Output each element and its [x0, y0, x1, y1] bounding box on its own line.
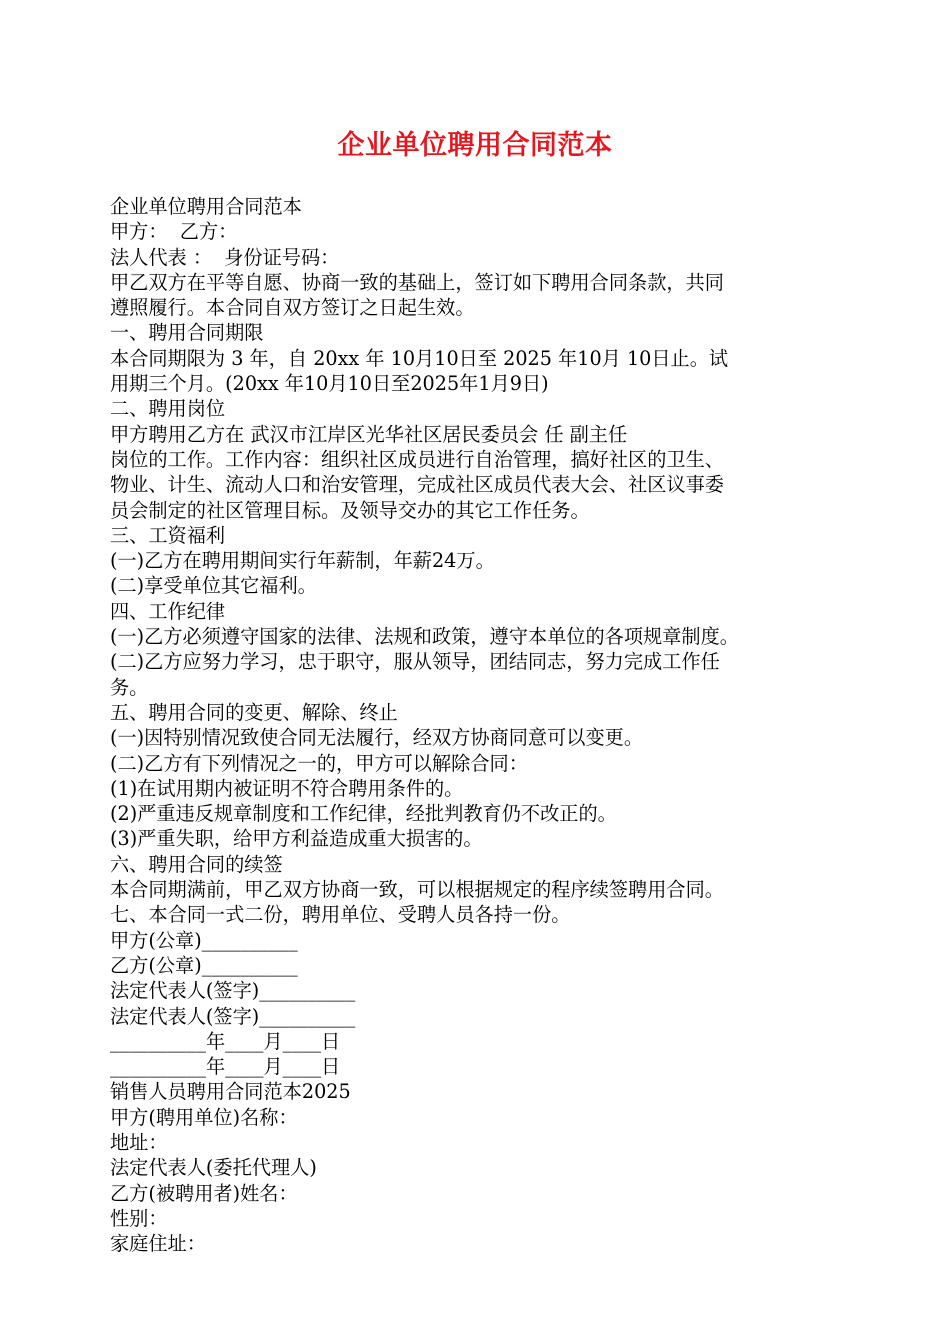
text-line: 法定代表人(签字)__________: [110, 1004, 356, 1028]
text-line: 乙方(公章)__________: [110, 953, 298, 977]
text-line: (一)乙方在聘用期间实行年薪制，年薪24万。: [110, 549, 495, 573]
text-line: (3)严重失职，给甲方利益造成重大损害的。: [110, 827, 483, 851]
text-line: 二、聘用岗位: [110, 397, 226, 421]
text-line: (1)在试用期内被证明不符合聘用条件的。: [110, 776, 464, 800]
text-line: 六、聘用合同的续签: [110, 852, 283, 876]
text-line: 甲乙双方在平等自愿、协商一致的基础上，签订如下聘用合同条款，共同: [110, 270, 724, 294]
document-title: 企业单位聘用合同范本: [337, 130, 613, 161]
text-line: 性别：: [110, 1206, 168, 1230]
text-line: 企业单位聘用合同范本: [110, 195, 302, 218]
text-line: 销售人员聘用合同范本2025: [110, 1080, 351, 1104]
text-line: 岗位的工作。工作内容：组织社区成员进行自治管理，搞好社区的卫生、: [110, 447, 724, 471]
text-line: 甲方： 乙方：: [110, 220, 238, 244]
text-line: 四、工作纪律: [110, 599, 226, 623]
text-line: 七、本合同一式二份，聘用单位、受聘人员各持一份。: [110, 903, 571, 927]
text-line: 甲方(聘用单位)名称：: [110, 1105, 298, 1129]
text-line: 法定代表人(委托代理人): [110, 1156, 317, 1180]
text-line: 本合同期满前，甲乙双方协商一致，可以根据规定的程序续签聘用合同。: [110, 878, 724, 902]
text-line: 一、聘用合同期限: [110, 321, 264, 345]
text-line: 甲方聘用乙方在 武汉市江岸区光华社区居民委员会 任 副主任: [110, 422, 628, 446]
text-line: 法人代表 ： 身份证号码：: [110, 245, 340, 269]
text-line: 地址：: [110, 1130, 168, 1154]
text-line: 物业、计生、流动人口和治安管理，完成社区成员代表大会、社区议事委: [110, 473, 724, 497]
text-line: (二)乙方有下列情况之一的，甲方可以解除合同：: [110, 751, 528, 775]
text-line: (二)乙方应努力学习，忠于职守，服从领导，团结同志，努力完成工作任: [110, 650, 720, 674]
text-line: __________年____月____日: [110, 1055, 341, 1079]
text-line: 乙方(被聘用者)姓名：: [110, 1181, 298, 1205]
text-line: (一)乙方必须遵守国家的法律、法规和政策，遵守本单位的各项规章制度。: [110, 625, 739, 649]
text-line: 用期三个月。(20xx 年10月10日至2025年1月9日): [110, 372, 549, 396]
text-line: __________年____月____日: [110, 1029, 341, 1053]
text-line: 员会制定的社区管理目标。及领导交办的其它工作任务。: [110, 498, 590, 522]
text-line: 三、工资福利: [110, 523, 226, 547]
text-line: (二)享受单位其它福利。: [110, 574, 317, 598]
text-line: 本合同期限为 3 年，自 20xx 年 10月10日至 2025 年10月 10日止。试: [110, 346, 729, 370]
text-line: (一)因特别情况致使合同无法履行，经双方协商同意可以变更。: [110, 726, 644, 750]
text-line: 甲方(公章)__________: [110, 928, 298, 952]
text-line: 遵照履行。本合同自双方签订之日起生效。: [110, 296, 475, 320]
text-line: 务。: [110, 675, 149, 699]
document-body: [110, 194, 842, 1256]
text-line: 法定代表人(签字)__________: [110, 979, 356, 1003]
text-line: (2)严重违反规章制度和工作纪律，经批判教育仍不改正的。: [110, 802, 617, 826]
text-line: 家庭住址：: [110, 1232, 206, 1256]
text-line: 五、聘用合同的变更、解除、终止: [110, 700, 398, 724]
